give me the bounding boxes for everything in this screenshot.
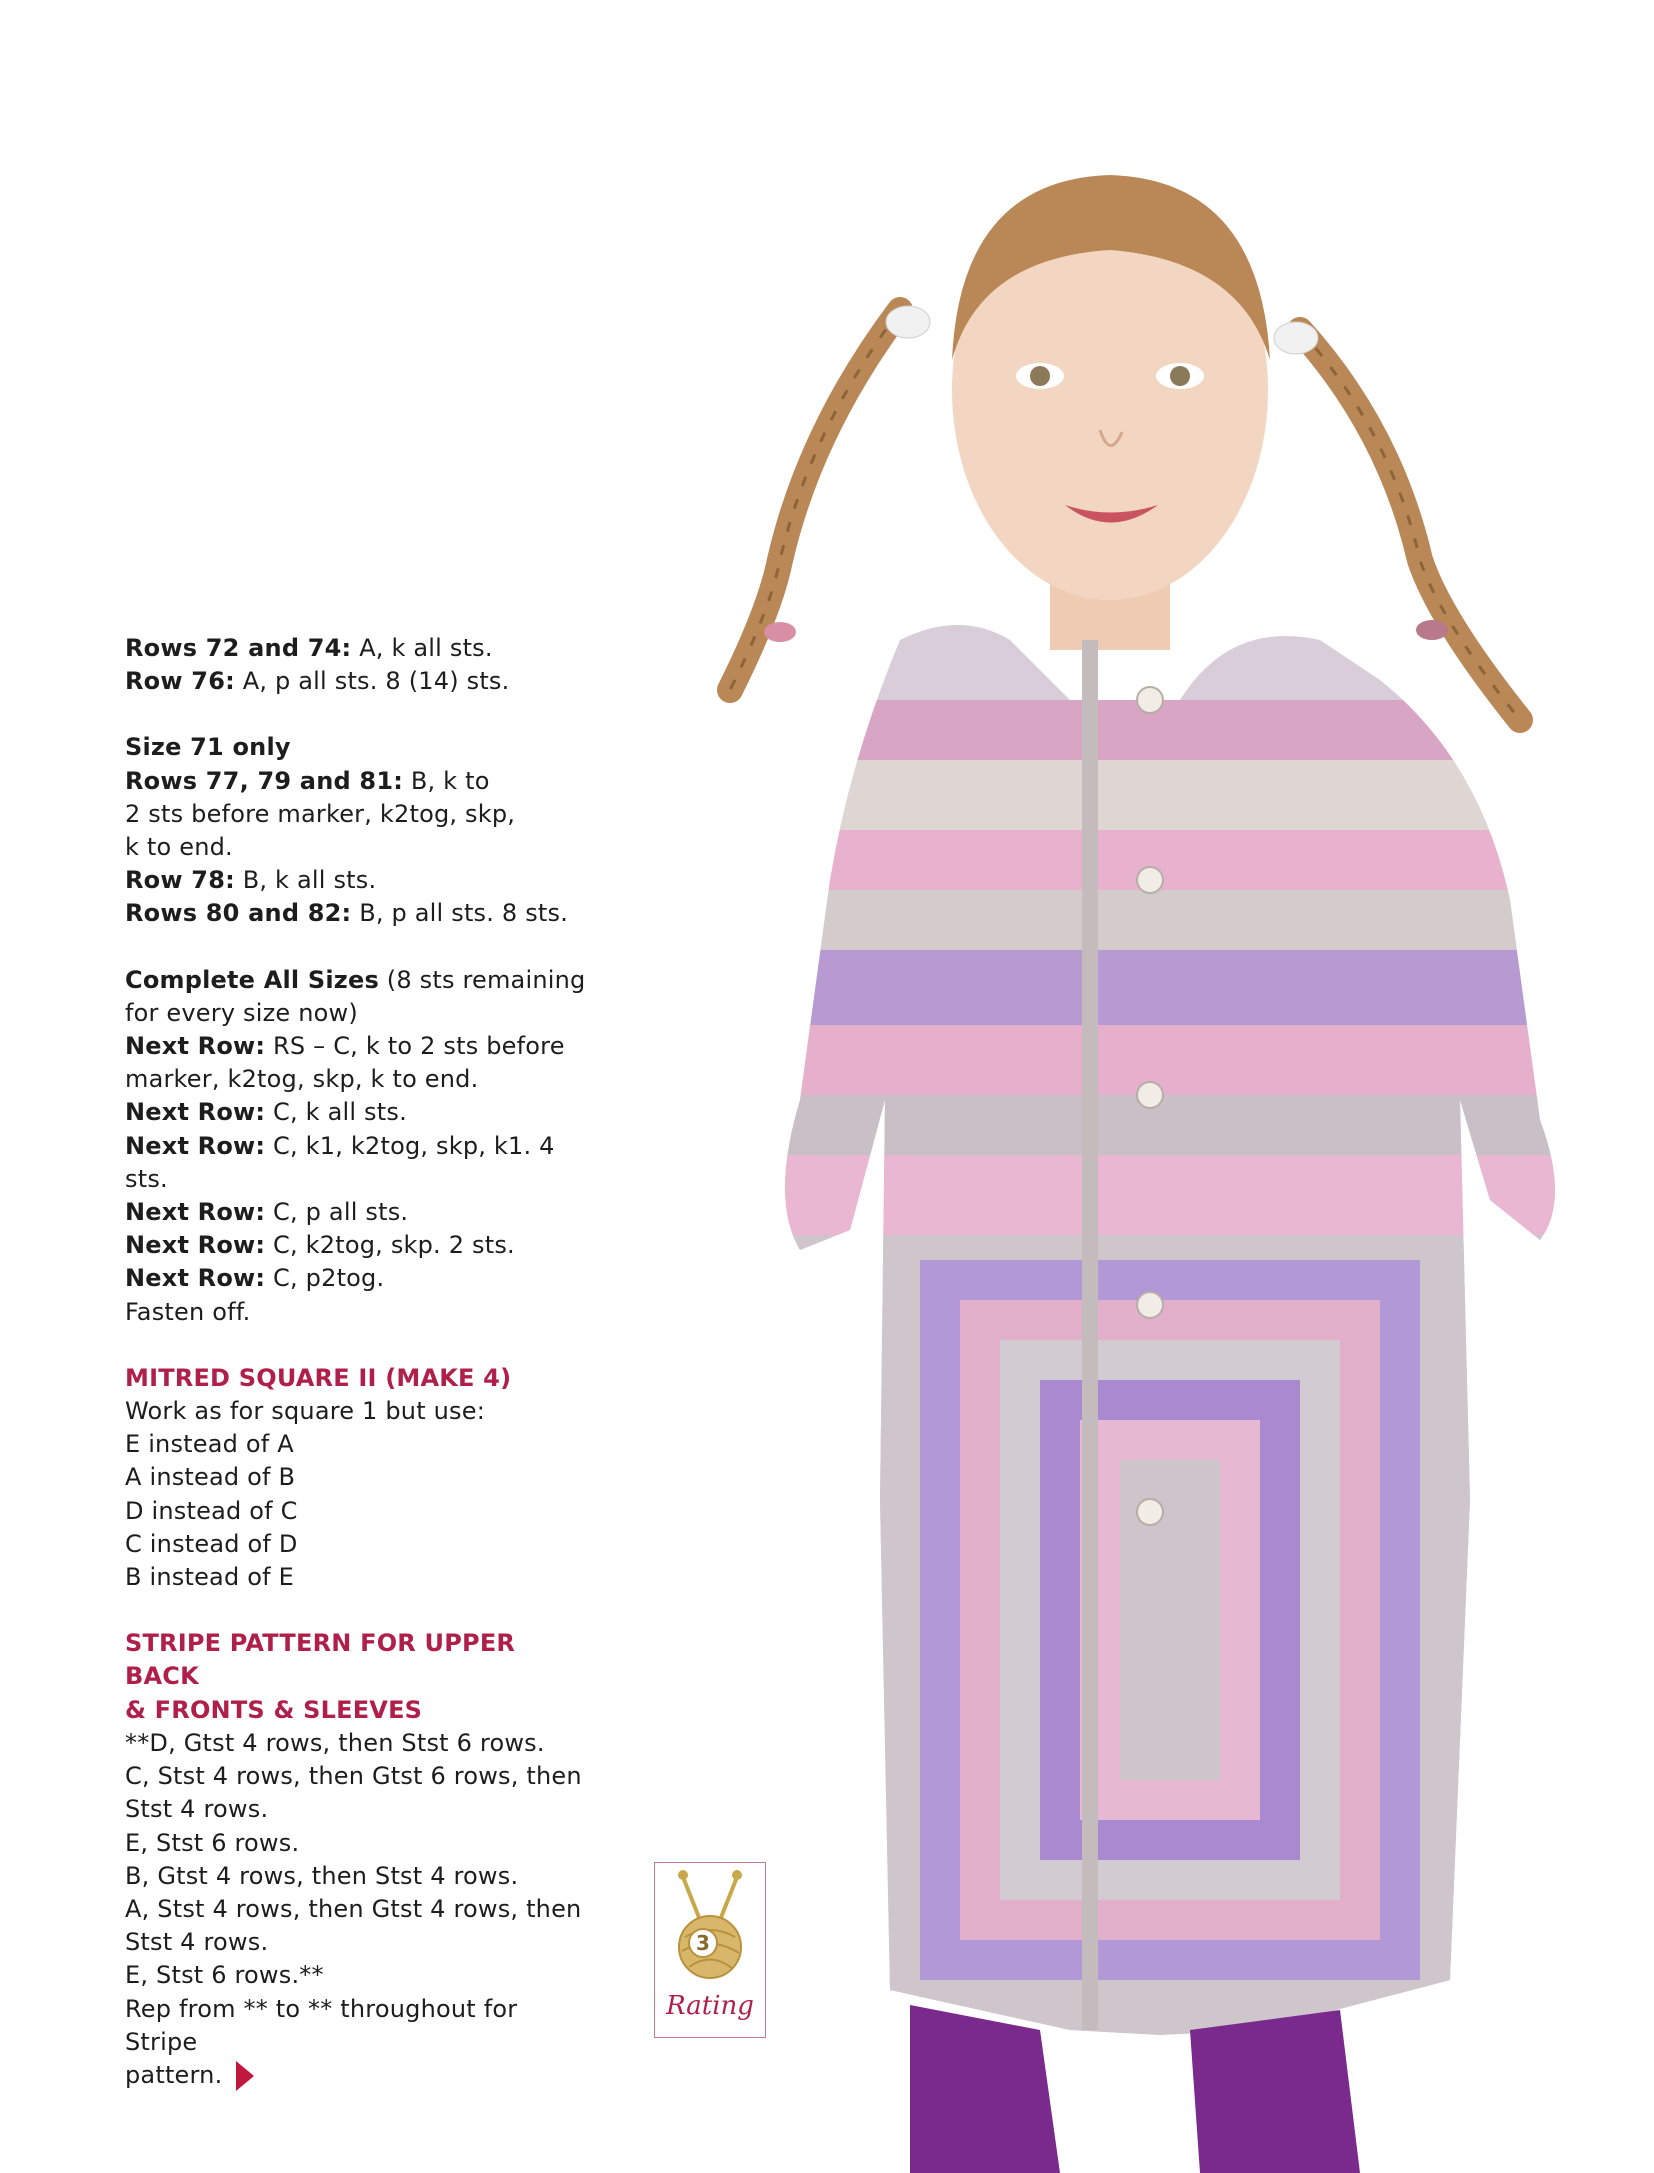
svg-text:3: 3 [696, 1931, 710, 1955]
instruction-line: Next Row: C, p all sts. [125, 1198, 409, 1227]
instruction-line: sts. [125, 1164, 168, 1193]
instruction-line: Fasten off. [125, 1297, 251, 1326]
instruction-line: Rows 80 and 82: B, p all sts. 8 sts. [125, 899, 569, 928]
instruction-line: Next Row: RS – C, k to 2 sts before [125, 1032, 565, 1061]
substitution-item: C instead of D [125, 1529, 298, 1558]
stripe-line: A, Stst 4 rows, then Gtst 4 rows, then [125, 1894, 582, 1923]
complete-heading: Complete All Sizes (8 sts remaining [125, 965, 586, 994]
instruction-line: Row 76: A, p all sts. 8 (14) sts. [125, 667, 510, 696]
row-label: Next Row: [125, 1131, 266, 1160]
instruction-line: k to end. [125, 833, 233, 862]
continue-arrow-icon [236, 2061, 254, 2091]
mitred-square-heading: MITRED SQUARE II (MAKE 4) [125, 1363, 512, 1392]
stripe-line: **D, Gtst 4 rows, then Stst 6 rows. [125, 1728, 545, 1757]
row-label: Next Row: [125, 1098, 266, 1127]
row-label: Next Row: [125, 1264, 266, 1293]
instruction-line: Rows 72 and 74: A, k all sts. [125, 634, 493, 662]
stripe-heading: STRIPE PATTERN FOR UPPER BACK [125, 1629, 516, 1691]
row-label: Rows 72 and 74: [125, 634, 352, 662]
instruction-line: Rows 77, 79 and 81: B, k to [125, 766, 490, 795]
substitution-item: B instead of E [125, 1563, 294, 1592]
stripe-line-last: pattern. [125, 2059, 595, 2092]
stripe-heading-line2: & FRONTS & SLEEVES [125, 1695, 423, 1724]
child-photo [660, 0, 1654, 2173]
stripe-line: E, Stst 6 rows. [125, 1828, 300, 1857]
row-label: Row 78: [125, 866, 235, 895]
rating-label: Rating [666, 1991, 754, 2021]
stripe-line: Rep from ** to ** throughout for Stripe [125, 1994, 518, 2056]
stripe-line: C, Stst 4 rows, then Gtst 6 rows, then [125, 1762, 582, 1791]
instruction-line: Next Row: C, k1, k2tog, skp, k1. 4 [125, 1131, 555, 1160]
instruction-line: Next Row: C, k2tog, skp. 2 sts. [125, 1231, 515, 1260]
instruction-line: Row 78: B, k all sts. [125, 866, 377, 895]
stripe-line: E, Stst 6 rows.** [125, 1961, 324, 1990]
substitution-item: D instead of C [125, 1496, 298, 1525]
instruction-line: 2 sts before marker, k2tog, skp, [125, 799, 516, 828]
row-label: Row 76: [125, 667, 235, 696]
instruction-line: Next Row: C, k all sts. [125, 1098, 407, 1127]
pattern-instructions [125, 632, 595, 2092]
instruction-line: Work as for square 1 but use: [125, 1397, 486, 1426]
stripe-line: Stst 4 rows. [125, 1928, 269, 1957]
row-label: Rows 77, 79 and 81: [125, 766, 404, 795]
stripe-line: Stst 4 rows. [125, 1795, 269, 1824]
instruction-line: Next Row: C, p2tog. [125, 1264, 385, 1293]
instruction-line: for every size now) [125, 998, 358, 1027]
size-heading: Size 71 only [125, 733, 291, 762]
stripe-line: B, Gtst 4 rows, then Stst 4 rows. [125, 1861, 519, 1890]
instruction-line: marker, k2tog, skp, k to end. [125, 1065, 479, 1094]
substitution-item: E instead of A [125, 1430, 294, 1459]
row-label: Next Row: [125, 1032, 266, 1061]
row-label: Rows 80 and 82: [125, 899, 352, 928]
row-label: Next Row: [125, 1231, 266, 1260]
substitution-item: A instead of B [125, 1463, 296, 1492]
row-label: Next Row: [125, 1198, 266, 1227]
